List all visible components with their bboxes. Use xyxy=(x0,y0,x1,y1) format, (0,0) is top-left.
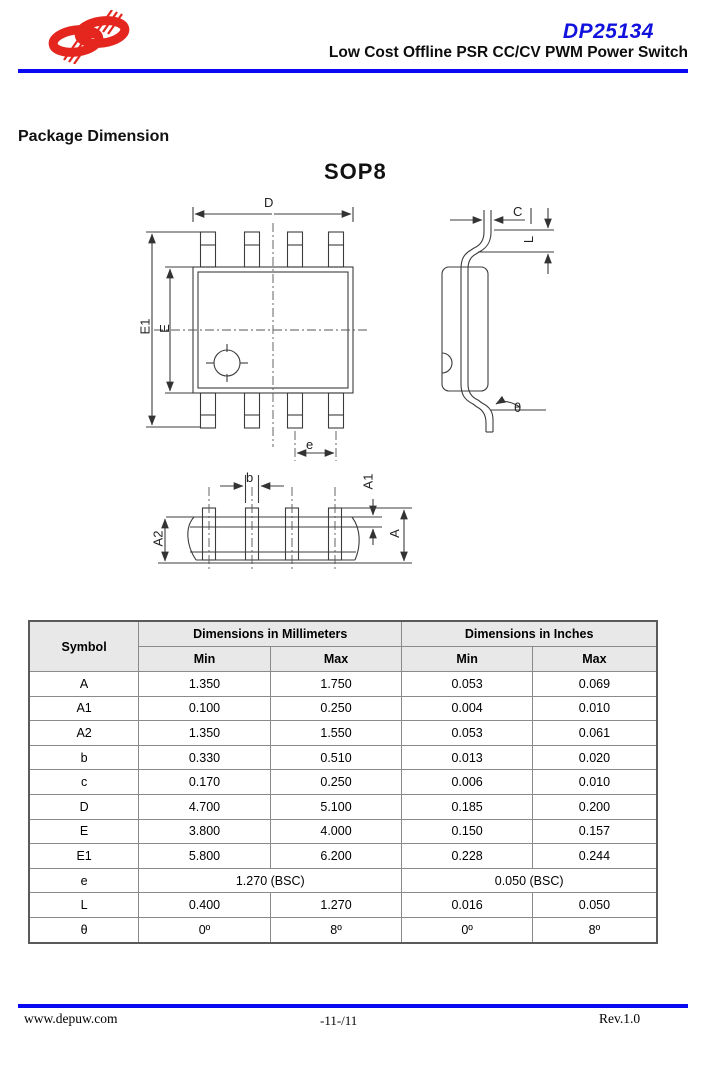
logo-graphic xyxy=(38,10,142,64)
symbol-cell: θ xyxy=(29,917,139,942)
symbol-cell: A1 xyxy=(29,696,139,721)
table-cell: 5.100 xyxy=(270,794,402,819)
table-row xyxy=(29,917,657,942)
company-logo xyxy=(38,10,142,64)
mm-min-header: Min xyxy=(139,647,271,672)
table-row xyxy=(29,844,657,869)
table-cell: 0º xyxy=(402,917,533,942)
table-cell: 4.000 xyxy=(270,819,402,844)
table-row xyxy=(29,721,657,746)
table-cell: 0.050 xyxy=(532,893,657,918)
table-cell: 0.010 xyxy=(532,696,657,721)
table-row xyxy=(29,745,657,770)
dim-label-A2: A2 xyxy=(150,530,166,547)
table-cell: 0.244 xyxy=(532,844,657,869)
table-cell: 0.250 xyxy=(270,696,402,721)
table-cell: 0º xyxy=(139,917,271,942)
mm-max-header: Max xyxy=(270,647,402,672)
footer-website: www.depuw.com xyxy=(24,1011,118,1026)
footer-rule xyxy=(18,1004,688,1008)
table-cell: 5.800 xyxy=(139,844,271,869)
dim-label-C: C xyxy=(513,204,523,219)
dim-label-D: D xyxy=(264,195,274,210)
in-min-header: Min xyxy=(402,647,533,672)
table-row xyxy=(29,696,657,721)
dim-label-A: A xyxy=(386,529,402,538)
table-row xyxy=(29,672,657,697)
table-cell: 0.200 xyxy=(532,794,657,819)
dim-label-E: E xyxy=(156,324,172,333)
footer-revision: Rev.1.0 xyxy=(599,1011,641,1026)
table-cell: 8º xyxy=(532,917,657,942)
table-cell: 0.228 xyxy=(402,844,533,869)
table-cell: 1.270 (BSC) xyxy=(139,868,402,893)
symbol-cell: L xyxy=(29,893,139,918)
table-cell: 0.053 xyxy=(402,721,533,746)
table-cell: 0.020 xyxy=(532,745,657,770)
symbol-cell: E xyxy=(29,819,139,844)
table-cell: 0.510 xyxy=(270,745,402,770)
table-row xyxy=(29,819,657,844)
table-cell: 0.016 xyxy=(402,893,533,918)
table-cell: 3.800 xyxy=(139,819,271,844)
table-row xyxy=(29,770,657,795)
table-cell: 0.185 xyxy=(402,794,533,819)
symbol-header: Symbol xyxy=(29,621,139,672)
table-cell: 1.550 xyxy=(270,721,402,746)
symbol-cell: D xyxy=(29,794,139,819)
table-cell: 1.350 xyxy=(139,672,271,697)
header-row-groups xyxy=(29,621,657,647)
table-cell: 0.330 xyxy=(139,745,271,770)
part-number: DP25134 xyxy=(562,20,654,43)
document-subtitle: Low Cost Offline PSR CC/CV PWM Power Switch xyxy=(328,44,688,61)
table-row xyxy=(29,893,657,918)
table-cell: 1.350 xyxy=(139,721,271,746)
table-header xyxy=(29,621,657,672)
inches-header: Dimensions in Inches xyxy=(402,621,657,647)
table-cell: 0.069 xyxy=(532,672,657,697)
mm-header: Dimensions in Millimeters xyxy=(139,621,402,647)
table-body xyxy=(29,672,657,943)
top-view-drawing xyxy=(137,195,400,465)
symbol-cell: A xyxy=(29,672,139,697)
section-title: Package Dimension xyxy=(18,128,170,145)
footer-page-number: -11-/11 xyxy=(320,1013,358,1028)
side-view-drawing xyxy=(428,198,568,443)
table-cell: 1.270 xyxy=(270,893,402,918)
symbol-cell: e xyxy=(29,868,139,893)
table-cell: 0.157 xyxy=(532,819,657,844)
table-cell: 1.750 xyxy=(270,672,402,697)
dimensions-table xyxy=(28,620,658,944)
dim-label-b: b xyxy=(246,470,254,485)
table-cell: 0.061 xyxy=(532,721,657,746)
table-cell: 0.050 (BSC) xyxy=(402,868,657,893)
table-cell: 4.700 xyxy=(139,794,271,819)
table-cell: 0.053 xyxy=(402,672,533,697)
dim-label-e: e xyxy=(306,437,314,452)
table-cell: 0.100 xyxy=(139,696,271,721)
symbol-cell: b xyxy=(29,745,139,770)
front-view-drawing xyxy=(130,455,420,580)
header-rule xyxy=(18,69,688,73)
table-cell: 0.150 xyxy=(402,819,533,844)
table-row-span xyxy=(29,868,657,893)
symbol-cell: c xyxy=(29,770,139,795)
table-cell: 0.004 xyxy=(402,696,533,721)
dim-label-L: L xyxy=(521,235,537,244)
table-cell: 0.006 xyxy=(402,770,533,795)
table-cell: 0.250 xyxy=(270,770,402,795)
symbol-cell: A2 xyxy=(29,721,139,746)
table-cell: 0.010 xyxy=(532,770,657,795)
table-cell: 0.013 xyxy=(402,745,533,770)
table-cell: 6.200 xyxy=(270,844,402,869)
dim-label-A1: A1 xyxy=(360,473,376,490)
table-cell: 8º xyxy=(270,917,402,942)
symbol-cell: E1 xyxy=(29,844,139,869)
table-row xyxy=(29,794,657,819)
in-max-header: Max xyxy=(532,647,657,672)
table-cell: 0.170 xyxy=(139,770,271,795)
dim-label-E1: E1 xyxy=(137,318,153,335)
package-name: SOP8 xyxy=(324,159,387,184)
table-cell: 0.400 xyxy=(139,893,271,918)
dim-label-theta: θ xyxy=(514,400,522,415)
